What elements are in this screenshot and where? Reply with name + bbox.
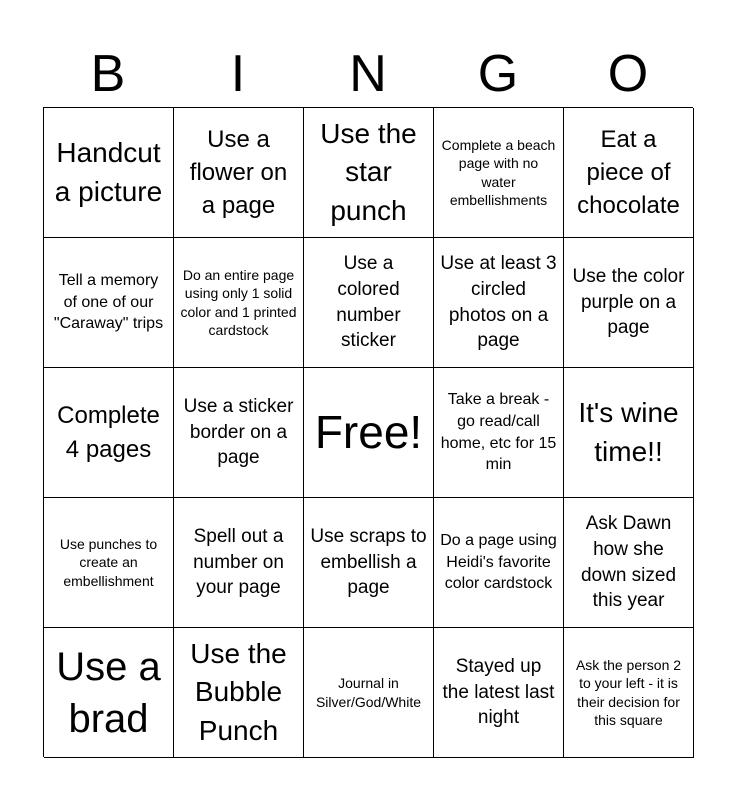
cell-text: Use the color purple on a page [572,266,685,339]
bingo-cell [434,238,564,368]
bingo-cell [434,368,564,498]
free-space-cell [304,368,434,498]
cell-text: Handcut a picture [54,136,163,207]
cell-text: Complete 4 pages [57,402,160,463]
bingo-cell [304,498,434,628]
cell-text: Spell out a number on your page [193,526,284,599]
header-letter-g: G [477,45,519,103]
bingo-cell [564,108,694,238]
cell-text: Complete a beach page with no water embellishments [441,137,556,208]
bingo-cell [44,498,174,628]
header-letter-i: I [230,45,246,103]
bingo-cell [44,368,174,498]
bingo-cell [564,498,694,628]
bingo-cell [174,498,304,628]
bingo-cell [44,108,174,238]
bingo-cell [564,368,694,498]
bingo-cell [304,628,434,758]
bingo-cell [564,238,694,368]
cell-text: Journal in Silver/God/White [315,675,422,710]
cell-text: Do an entire page using only 1 solid color and 1 printed cardstock [180,267,297,338]
cell-text: Use punches to create an embellishment [59,536,158,589]
bingo-cell [434,498,564,628]
cell-text: Use a flower on a page [189,125,288,220]
free-space-text: Free! [314,405,423,458]
cell-text: Use scraps to embellish a page [310,526,427,599]
cell-text: Use a brad [56,644,161,741]
cell-text: Use a colored number sticker [336,253,401,352]
cell-text: Take a break - go read/call home, etc for 15 min [440,391,557,474]
bingo-cell [174,108,304,238]
cell-text: Use a sticker border on a page [183,396,294,469]
header-letter-n: N [349,45,387,103]
bingo-cell [304,238,434,368]
cell-text: Stayed up the latest last night [442,656,555,729]
bingo-cell [304,108,434,238]
cell-text: Use the Bubble Punch [190,637,287,746]
bingo-header [43,40,693,108]
bingo-cell [434,108,564,238]
cell-text: Ask the person 2 to your left - it is their decision for this square [575,657,682,728]
cell-text: Tell a memory of one of our "Caraway" trips [53,272,164,333]
cell-text: Do a page using Heidi's favorite color cardstock [440,532,557,593]
bingo-cell [564,628,694,758]
bingo-cell [174,238,304,368]
bingo-grid [43,107,693,757]
cell-text: It's wine time!! [578,396,679,467]
bingo-cell [44,628,174,758]
bingo-cell [174,368,304,498]
cell-text: Eat a piece of chocolate [577,125,680,220]
header-letter-b: B [90,45,126,103]
cell-text: Use the star punch [320,117,417,226]
header-letter-o: O [607,45,649,103]
bingo-cell [44,238,174,368]
bingo-cell [434,628,564,758]
cell-text: Ask Dawn how she down sized this year [580,513,677,612]
cell-text: Use at least 3 circled photos on a page [440,253,557,352]
bingo-cell [174,628,304,758]
